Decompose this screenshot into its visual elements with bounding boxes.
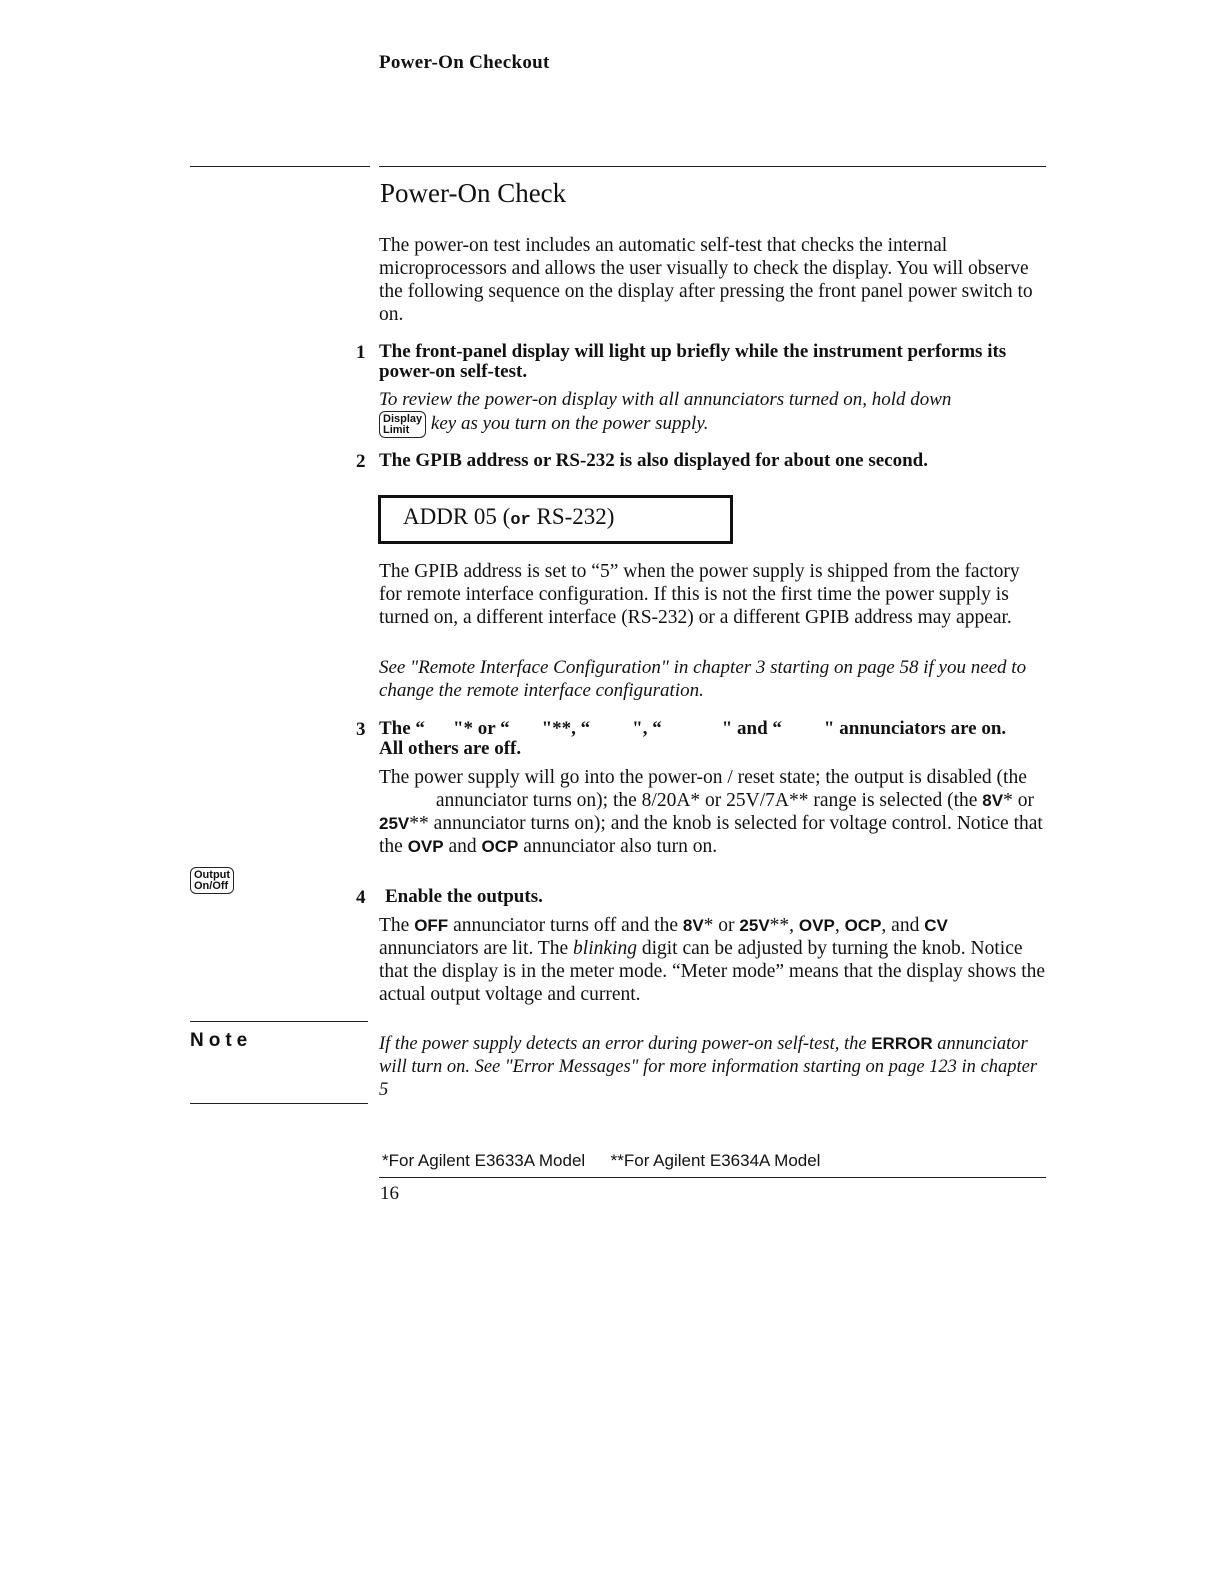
note-text-b: annunciator will turn on. See "Error Messages" for more information starting on page 123 in chapter 5 [379,1034,1038,1100]
display-readout [403,504,614,530]
display-rs232: RS-232) [536,504,615,529]
step-1-note-text-after: key as you turn on the power supply. [430,412,709,434]
step-3-heading [379,719,1047,759]
step-3-heading-e: " and “ [721,718,782,739]
step-2-heading: The GPIB address or RS-232 is also displayed for about one second. [379,450,928,471]
step-3-heading-a: The “ [379,718,425,739]
step-2-see-note [379,656,1047,702]
see-suffix: in chapter 3 starting on page 58 if you need to change the remote interface configuration. [379,657,1027,701]
page-number: 16 [380,1183,399,1204]
annunciator-ocp: OCP [481,837,519,856]
note-label: Note [190,1030,253,1051]
step-1-number: 1 [356,342,366,363]
footer-rule [379,1177,1046,1178]
annunciator-error: ERROR [871,1034,933,1053]
step-4-text-g: annunciators are lit. The [379,938,569,959]
see-quoted: "Remote Interface Configuration" [410,657,669,678]
footnote-e3633a: *For Agilent E3633A Model [382,1151,586,1170]
step-3-heading-d: ", “ [632,718,662,739]
annunciator-ovp: OVP [798,916,835,935]
display-open-paren: ( [502,504,511,529]
display-addr: ADDR 05 [403,504,497,529]
footnote [382,1151,820,1171]
section-rule-right [379,166,1046,167]
annunciator-25v: 25V [379,814,410,833]
note-text [379,1032,1047,1102]
display-limit-key-icon [379,411,426,438]
step-3-text-a: The power supply will go into the power-on / reset state; the output is disabled (the [379,767,1027,788]
step-4-text-f: , and [881,915,920,936]
note-rule-top [190,1021,368,1022]
step-3-number: 3 [356,719,366,740]
intro-text: The power-on test includes an automatic self-test that checks the internal microprocessors and allows the user visually to check the display. You will observe the following sequence on the display after pressing the front panel power switch to on. [379,235,1033,325]
step-1-heading: The front-panel display will light up briefly while the instrument performs its power-on self-test. [379,341,1007,382]
step-3-text-c: * or [1003,790,1034,811]
step-4-text-b: annunciator turns off and the [453,915,678,936]
step-3-heading-line2: All others are off. [379,738,522,759]
note-text-a: If the power supply detects an error during power-on self-test, the [379,1034,867,1054]
step-4-text-c: * or [703,915,735,936]
section-rule-left [190,166,370,167]
step-3-text-e: and [448,836,477,857]
step-1-note [379,388,1047,438]
key-label-line2: On/Off [194,880,229,892]
step-3-heading-b: "* or “ [452,718,510,739]
output-on-off-key [190,867,234,894]
step-4-text-a: The [379,915,410,936]
step-3-heading-c: "**, “ [541,718,591,739]
see-prefix: See [379,657,406,678]
step-3-text-f: annunciator also turn on. [523,836,718,857]
display-or: or [510,511,531,530]
annunciator-ocp: OCP [844,916,882,935]
step-4-number: 4 [356,887,366,908]
step-4-text-d: **, [769,915,795,936]
running-header: Power-On Checkout [379,52,550,73]
output-on-off-key-icon [190,867,234,894]
step-2-text: The GPIB address is set to “5” when the power supply is shipped from the factory for remote interface configuration. If this is not the first time the power supply is turned on, a different interface (RS-232) or a different GPIB address may appear. [379,561,1020,628]
step-4-text-h: digit can be adjusted by turning the knob. Notice that the display is in the meter mode. “Meter mode” means that the display shows the actual output voltage and current. [379,938,1046,1005]
step-4-text-e: , [834,915,840,936]
step-3-paragraph [379,766,1047,858]
footnote-e3634a: **For Agilent E3634A Model [610,1151,821,1170]
key-label-line1: Display [383,413,423,425]
note-rule-bottom [190,1103,368,1104]
step-1-note-text: To review the power-on display with all annunciators turned on, hold down [379,389,952,410]
annunciator-8v: 8V [682,916,704,935]
step-4-blinking: blinking [573,938,637,959]
step-3-heading-f: " annunciators are on. [823,718,1007,739]
intro-paragraph [379,234,1047,326]
step-4-heading: Enable the outputs. [385,886,543,907]
display-readout-box [378,495,733,544]
step-3-text-d: ** annunciator turns on); and the knob is selected for voltage control. Notice that the [379,813,1043,857]
section-title: Power-On Check [380,178,567,208]
annunciator-off: OFF [414,916,449,935]
step-2-number: 2 [356,451,366,472]
annunciator-8v: 8V [982,791,1004,810]
step-4-paragraph [379,914,1047,1006]
step-3-text-b: annunciator turns on); the 8/20A* or 25V/7A** range is selected (the [435,790,978,811]
annunciator-cv: CV [924,916,948,935]
key-label-line1: Output [194,869,231,881]
annunciator-25v: 25V [739,916,770,935]
annunciator-ovp: OVP [407,837,444,856]
key-label-line2: Limit [383,424,410,436]
step-2-paragraph [379,560,1047,629]
